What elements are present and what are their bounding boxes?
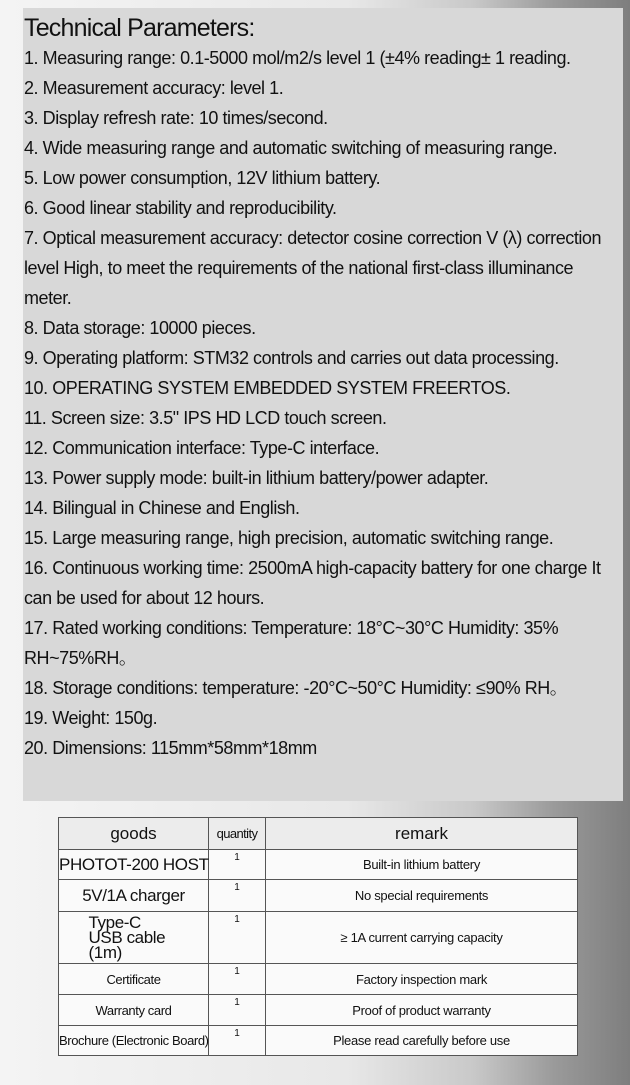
parameter-item: 15. Large measuring range, high precision, automatic switching range.: [24, 528, 554, 548]
goods-cell: Brochure (Electronic Board): [59, 1026, 209, 1056]
table-row: [59, 995, 578, 1026]
parameter-item: 1. Measuring range: 0.1-5000 mol/m2/s level 1 (±4% reading± 1 reading.: [24, 48, 571, 68]
parameter-item: 12. Communication interface: Type-C interface.: [24, 438, 380, 458]
table-row: [59, 850, 578, 880]
quantity-cell: 1: [209, 1026, 266, 1056]
table-row: [59, 880, 578, 912]
table-row: [59, 912, 578, 964]
goods-cell: Warranty card: [59, 995, 209, 1026]
goods-cell-text: Type-C USB cable (1m): [88, 913, 166, 962]
parameter-item: 5. Low power consumption, 12V lithium battery.: [24, 168, 381, 188]
table-header-row: [59, 818, 578, 850]
parameter-item: 20. Dimensions: 115mm*58mm*18mm: [24, 738, 317, 758]
parameter-item: 18. Storage conditions: temperature: -20°C~50°C Humidity: ≤90% RH。: [24, 678, 568, 698]
parameter-item: 17. Rated working conditions: Temperature: 18°C~30°C Humidity: 35% RH~75%RH。: [24, 618, 559, 668]
package-contents-table: [58, 817, 578, 1056]
quantity-cell: 1: [209, 995, 266, 1026]
goods-cell: PHOTOT-200 HOST: [59, 850, 209, 880]
remark-cell: Factory inspection mark: [266, 964, 578, 995]
goods-cell: [59, 912, 209, 964]
table-row: [59, 1026, 578, 1056]
header-goods: goods: [59, 818, 209, 850]
quantity-cell: 1: [209, 880, 266, 912]
parameters-list: [24, 43, 622, 763]
parameter-item: 6. Good linear stability and reproducibility.: [24, 198, 337, 218]
remark-cell: Proof of product warranty: [266, 995, 578, 1026]
parameter-item: 13. Power supply mode: built-in lithium battery/power adapter.: [24, 468, 489, 488]
remark-cell: ≥ 1A current carrying capacity: [266, 912, 578, 964]
goods-cell: 5V/1A charger: [59, 880, 209, 912]
header-remark: remark: [266, 818, 578, 850]
parameter-item: 8. Data storage: 10000 pieces.: [24, 318, 256, 338]
quantity-cell: 1: [209, 850, 266, 880]
quantity-cell: 1: [209, 912, 266, 964]
quantity-cell: 1: [209, 964, 266, 995]
header-quantity: quantity: [209, 818, 266, 850]
remark-cell: Built-in lithium battery: [266, 850, 578, 880]
goods-cell: Certificate: [59, 964, 209, 995]
parameter-item: 16. Continuous working time: 2500mA high-capacity battery for one charge It can be used for about 12 hours.: [24, 558, 601, 608]
remark-cell: No special requirements: [266, 880, 578, 912]
parameter-item: 4. Wide measuring range and automatic switching of measuring range.: [24, 138, 558, 158]
parameter-item: 9. Operating platform: STM32 controls and carries out data processing.: [24, 348, 559, 368]
table-row: [59, 964, 578, 995]
parameter-item: 2. Measurement accuracy: level 1.: [24, 78, 284, 98]
parameter-item: 3. Display refresh rate: 10 times/second.: [24, 108, 328, 128]
parameter-item: 11. Screen size: 3.5" IPS HD LCD touch screen.: [24, 408, 387, 428]
parameter-item: 14. Bilingual in Chinese and English.: [24, 498, 300, 518]
remark-cell: Please read carefully before use: [266, 1026, 578, 1056]
parameter-item: 10. OPERATING SYSTEM EMBEDDED SYSTEM FREERTOS.: [24, 378, 511, 398]
page-title: Technical Parameters:: [24, 14, 255, 42]
parameter-item: 19. Weight: 150g.: [24, 708, 158, 728]
parameter-item: 7. Optical measurement accuracy: detector cosine correction V (λ) correction level High, to meet the requirements of the national first-class illuminance meter.: [24, 228, 602, 308]
